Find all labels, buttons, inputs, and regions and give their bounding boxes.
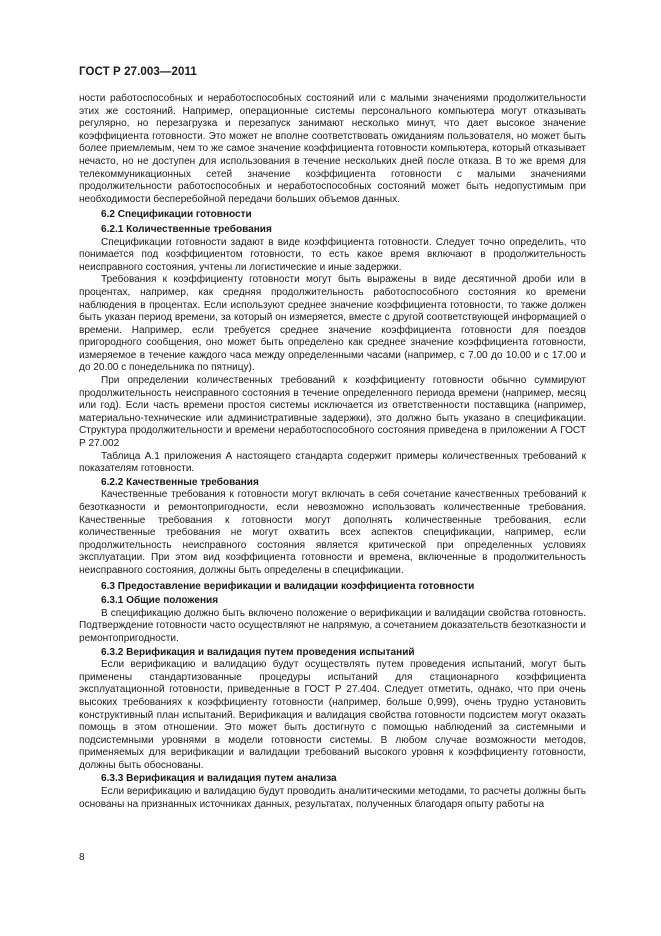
paragraph: Если верификацию и валидацию будут осуществлять путем проведения испытаний, могут быть применены стандартизованные процедуры испытаний для стационарного коэффициента эксплуатационной готовности, приведенные в ГОСТ Р 27.404. Следует отметить, однако, что при очень высоких требованиях к коэффициенту готовности (например, больше 0,999), очень трудно установить конструктивный план испытаний. Верификация и валидация свойства готовности подсистем могут оказать помощь в этом отношении. Это может быть достигнуто с помощью наблюдений за системными и подсистемными уровнями в модели готовности системы. В любом случае возможности методов, применяемых для верификации и валидации требований высокого уровня к коэффициенту готовности, должны быть обоснованы. xyxy=(79,659,586,771)
subsection-heading-6-2-1: 6.2.1 Количественные требования xyxy=(101,223,272,235)
subsection-heading-6-3-3: 6.3.3 Верификация и валидация путем анализа xyxy=(101,773,337,785)
subsection-heading-6-2-2: 6.2.2 Качественные требования xyxy=(101,476,259,488)
paragraph: Если верификацию и валидацию будут проводить аналитическими методами, то расчеты должны быть основаны на признанных источниках данных, результатах, полученных благодаря опыту работы на xyxy=(79,786,586,810)
section-heading-6-3: 6.3 Предоставление верификации и валидации коэффициента готовности xyxy=(101,580,475,592)
document-body xyxy=(79,93,586,811)
paragraph-continuation: ности работоспособных и неработоспособных состояний или с малыми значениями продолжительности этих же состояний. Например, операционные системы персонального компьютера могут отказывать регулярно, но перезагрузка и перезапуск занимают несколько минут, что дает высокое значение коэффициента готовности. Это может не вполне соответствовать ожиданиям пользователя, но может быть более приемлемым, чем то же самое значение коэффициента готовности компьютера, который отказывает нечасто, но не доступен для использования в течение нескольких дней после отказа. В то же время для телекоммуникационных сетей значение коэффициента готовности с малыми значениями продолжительности работоспособных и неработоспособных состояний может быть недопустимым при необходимости бесперебойной передачи больших объемов данных. xyxy=(79,93,586,205)
subsection-heading-6-3-1: 6.3.1 Общие положения xyxy=(101,595,219,607)
paragraph: Спецификации готовности задают в виде коэффициента готовности. Следует точно определить, что понимается под коэффициентом готовности, то есть какое время включают в продолжительность неисправного состояния, учтены ли логистические и иные задержки. xyxy=(79,236,586,273)
subsection-heading-6-3-2: 6.3.2 Верификация и валидация путем проведения испытаний xyxy=(101,646,415,658)
paragraph: Требования к коэффициенту готовности могут быть выражены в виде десятичной дроби или в процентах, например, как средняя продолжительность работоспособного состояния ко времени наблюдения в процентах. Если используют среднее значение коэффициента готовности, то также должен быть указан период времени, за который он измеряется, вместе с другой соответствующей информацией о времени. Например, если требуется среднее значение коэффициента готовности для поездов пригородного сообщения, оно может быть определено как среднее значение коэффициента готовности, измеряемое в течение каждого часа между определенными часами (например, с 7.00 до 10.00 и с 17.00 и до 20.00 с понедельника по пятницу). xyxy=(79,274,586,374)
paragraph: При определении количественных требований к коэффициенту готовности обычно суммируют продолжительность неисправного состояния в течение определенного периода времени (например, месяц или год). Если часть времени простоя системы исключается из ответственности поставщика (например, материально-технические или административные задержки), это должно быть указано в спецификации. Структура продолжительности и времени неработоспособного состояния приведена в приложении А ГОСТ Р 27.002 xyxy=(79,375,586,450)
paragraph: В спецификацию должно быть включено положение о верификации и валидации свойства готовность. Подтверждение готовности часто осуществляют не напрямую, а сочетанием доказательств безотказности и ремонтопригодности. xyxy=(79,607,586,644)
paragraph: Качественные требования к готовности могут включать в себя сочетание качественных требований к безотказности и ремонтопригодности, если невозможно использовать количественные требования. Качественные требования к готовности могут дополнять количественные требования, если количественные требования не могут охватить всех аспектов спецификации, например, если продолжительность неисправного состояния является критической при определенных условиях эксплуатации. При этом вид коэффициента готовности и времена, включенные в продолжительность неисправного состояния, должны быть определены в спецификации. xyxy=(79,489,586,576)
section-heading-6-2: 6.2 Спецификации готовности xyxy=(101,209,252,221)
paragraph: Таблица А.1 приложения А настоящего стандарта содержит примеры количественных требований к показателям готовности. xyxy=(79,450,586,475)
standard-header: ГОСТ Р 27.003—2011 xyxy=(79,66,197,78)
page-number: 8 xyxy=(79,852,85,863)
